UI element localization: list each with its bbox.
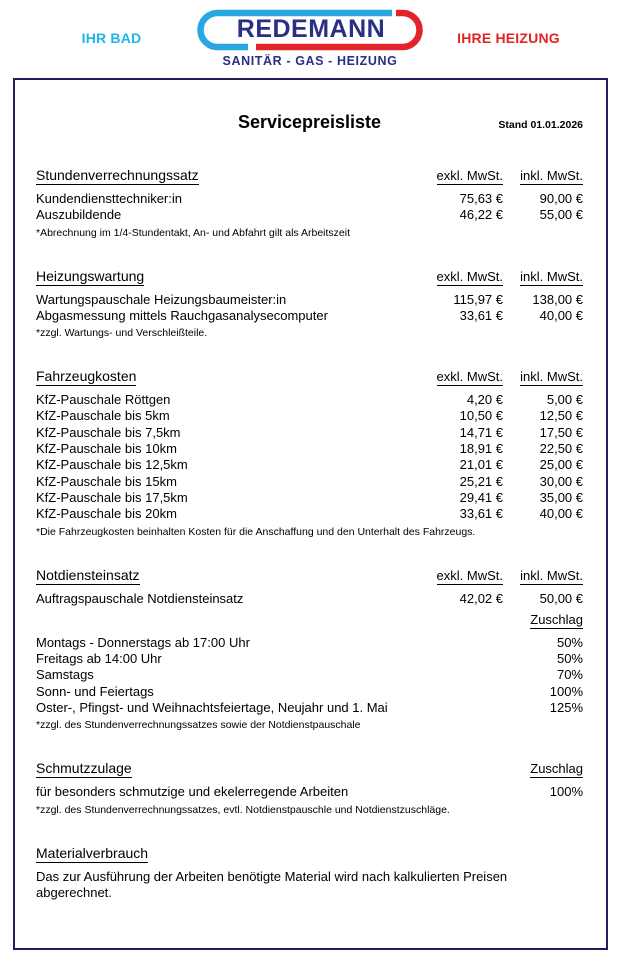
price-incl: 90,00 € bbox=[539, 191, 583, 206]
price-incl: 40,00 € bbox=[539, 506, 583, 522]
price-row bbox=[36, 506, 583, 522]
surcharge-pct: 125% bbox=[549, 700, 583, 716]
price-incl: 30,00 € bbox=[539, 473, 583, 489]
section-stundenverrechnungssatz bbox=[36, 167, 583, 240]
price-row bbox=[36, 490, 583, 506]
logo-mark bbox=[195, 9, 425, 51]
price-row bbox=[36, 191, 583, 207]
surcharge-row bbox=[36, 667, 583, 683]
row-label: Samstags bbox=[36, 667, 94, 683]
section-heading: Heizungswartung bbox=[36, 267, 145, 284]
col-header-incl: inkl. MwSt. bbox=[520, 268, 583, 284]
row-label: KfZ-Pauschale bis 7,5km bbox=[36, 424, 181, 440]
surcharge-row bbox=[36, 784, 583, 800]
price-row bbox=[36, 392, 583, 408]
row-label: Oster-, Pfingst- und Weihnachtsfeiertage, Neujahr und 1. Mai bbox=[36, 700, 388, 716]
price-row bbox=[36, 207, 583, 223]
row-label: KfZ-Pauschale bis 12,5km bbox=[36, 457, 188, 473]
logo-wordmark: REDEMANN bbox=[236, 14, 386, 43]
section-schmutzzulage bbox=[36, 760, 583, 816]
price-row bbox=[36, 591, 583, 607]
col-header-excl: exkl. MwSt. bbox=[436, 268, 503, 284]
footnote: *zzgl. Wartungs- und Verschleißteile. bbox=[36, 327, 208, 340]
row-label: Auszubildende bbox=[36, 207, 122, 223]
col-header-excl: exkl. MwSt. bbox=[436, 369, 503, 385]
price-incl: 138,00 € bbox=[532, 291, 583, 307]
title-row bbox=[36, 110, 583, 134]
price-excl: 42,02 € bbox=[459, 590, 503, 606]
price-incl: 40,00 € bbox=[539, 307, 583, 323]
price-incl: 17,50 € bbox=[539, 424, 583, 440]
row-label: KfZ-Pauschale bis 20km bbox=[36, 506, 177, 522]
zuschlag-header: Zuschlag bbox=[530, 761, 583, 777]
price-row bbox=[36, 408, 583, 424]
row-label: KfZ-Pauschale bis 5km bbox=[36, 408, 170, 424]
section-materialverbrauch bbox=[36, 845, 583, 902]
price-excl: 46,22 € bbox=[459, 207, 503, 223]
price-row bbox=[36, 441, 583, 457]
surcharge-pct: 100% bbox=[549, 784, 583, 800]
section-notdiensteinsatz bbox=[36, 567, 583, 733]
surcharge-row bbox=[36, 635, 583, 651]
row-label: Sonn- und Feiertags bbox=[36, 683, 154, 699]
logo-subtitle: SANITÄR - GAS - HEIZUNG bbox=[222, 53, 398, 68]
surcharge-pct: 100% bbox=[549, 683, 583, 699]
price-incl: 50,00 € bbox=[539, 590, 583, 606]
price-list-sheet bbox=[13, 78, 608, 950]
price-row bbox=[36, 425, 583, 441]
price-excl: 25,21 € bbox=[459, 473, 503, 489]
price-row bbox=[36, 308, 583, 324]
price-excl: 75,63 € bbox=[459, 191, 503, 206]
row-label: Wartungspauschale Heizungsbaumeister:in bbox=[36, 291, 287, 307]
section-fahrzeugkosten bbox=[36, 368, 583, 538]
price-incl: 5,00 € bbox=[546, 392, 583, 408]
price-incl: 12,50 € bbox=[539, 408, 583, 424]
tagline-ihr-bad: IHR BAD bbox=[81, 30, 142, 46]
tagline-ihre-heizung: IHRE HEIZUNG bbox=[457, 30, 560, 46]
row-label: Auftragspauschale Notdiensteinsatz bbox=[36, 590, 244, 606]
price-incl: 55,00 € bbox=[539, 207, 583, 223]
col-header-incl: inkl. MwSt. bbox=[520, 369, 583, 385]
surcharge-row bbox=[36, 700, 583, 716]
body-text: Das zur Ausführung der Arbeiten benötigte Material wird nach kalkulierten Preisen abgerechnet. bbox=[36, 868, 508, 900]
surcharge-pct: 50% bbox=[556, 634, 583, 650]
row-label: Kundendiensttechniker:in bbox=[36, 191, 182, 206]
price-excl: 10,50 € bbox=[459, 408, 503, 424]
price-excl: 33,61 € bbox=[459, 307, 503, 323]
surcharge-row bbox=[36, 651, 583, 667]
row-label: KfZ-Pauschale bis 10km bbox=[36, 441, 177, 457]
section-heading: Schmutzzulage bbox=[36, 760, 132, 777]
footnote: *zzgl. des Stundenverrechnungssatzes sowie der Notdienstpauschale bbox=[36, 719, 361, 732]
surcharge-pct: 70% bbox=[556, 667, 583, 683]
price-excl: 21,01 € bbox=[459, 457, 503, 473]
price-incl: 35,00 € bbox=[539, 489, 583, 505]
col-header-excl: exkl. MwSt. bbox=[436, 168, 503, 183]
price-incl: 25,00 € bbox=[539, 457, 583, 473]
page-header bbox=[0, 0, 620, 70]
price-excl: 18,91 € bbox=[459, 441, 503, 457]
row-label: Montags - Donnerstags ab 17:00 Uhr bbox=[36, 634, 250, 650]
col-header-incl: inkl. MwSt. bbox=[520, 567, 583, 583]
price-excl: 14,71 € bbox=[459, 424, 503, 440]
footnote: *Die Fahrzeugkosten beinhalten Kosten für die Anschaffung und den Unterhalt des Fahrzeugs. bbox=[36, 525, 476, 538]
price-row bbox=[36, 292, 583, 308]
surcharge-pct: 50% bbox=[556, 651, 583, 667]
price-excl: 4,20 € bbox=[466, 392, 503, 408]
zuschlag-header: Zuschlag bbox=[530, 611, 583, 627]
price-excl: 33,61 € bbox=[459, 506, 503, 522]
section-heading: Fahrzeugkosten bbox=[36, 368, 137, 385]
page-title: Servicepreisliste bbox=[237, 112, 382, 132]
price-row bbox=[36, 474, 583, 490]
row-label: Abgasmessung mittels Rauchgasanalysecomputer bbox=[36, 307, 328, 323]
surcharge-row bbox=[36, 684, 583, 700]
price-incl: 22,50 € bbox=[539, 441, 583, 457]
col-header-incl: inkl. MwSt. bbox=[520, 168, 583, 183]
row-label: Freitags ab 14:00 Uhr bbox=[36, 651, 162, 667]
row-label: KfZ-Pauschale bis 17,5km bbox=[36, 489, 188, 505]
footnote: *zzgl. des Stundenverrechnungssatzes, evtl. Notdienstpauschle und Notdienstzuschläge. bbox=[36, 803, 450, 816]
price-excl: 115,97 € bbox=[453, 291, 503, 307]
redemann-logo bbox=[195, 9, 425, 68]
section-heizungswartung bbox=[36, 268, 583, 341]
row-label: KfZ-Pauschale Röttgen bbox=[36, 392, 171, 408]
row-label: KfZ-Pauschale bis 15km bbox=[36, 473, 177, 489]
section-heading: Stundenverrechnungssatz bbox=[36, 167, 199, 183]
section-heading: Materialverbrauch bbox=[36, 844, 149, 861]
stand-date: Stand 01.01.2026 bbox=[498, 119, 583, 131]
footnote: *Abrechnung im 1/4-Stundentakt, An- und Abfahrt gilt als Arbeitszeit bbox=[36, 226, 351, 239]
row-label: für besonders schmutzige und ekelerregende Arbeiten bbox=[36, 784, 349, 800]
col-header-excl: exkl. MwSt. bbox=[436, 567, 503, 583]
price-row bbox=[36, 457, 583, 473]
section-heading: Notdiensteinsatz bbox=[36, 566, 140, 583]
price-excl: 29,41 € bbox=[459, 489, 503, 505]
